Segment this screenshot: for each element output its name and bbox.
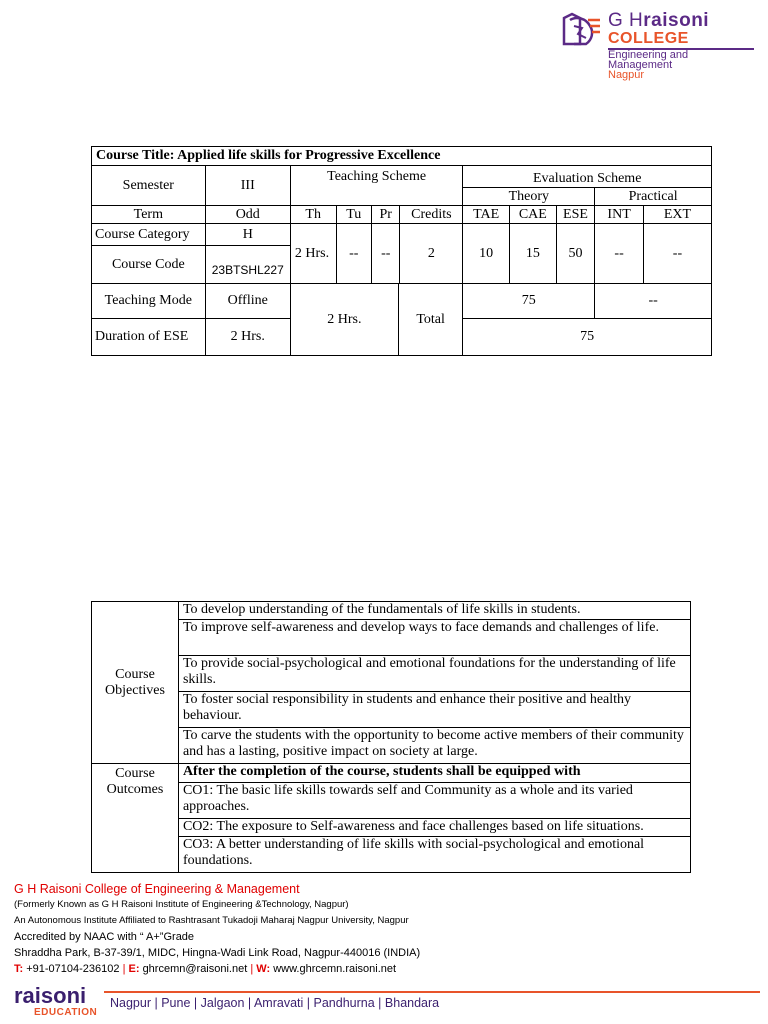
- duration-label: Duration of ESE: [92, 319, 206, 356]
- course-scheme-table: [91, 146, 712, 356]
- campus-cities: Nagpur | Pune | Jalgaon | Amravati | Pandhurna | Bhandara: [110, 996, 440, 1010]
- total-label: Total: [416, 311, 445, 327]
- hours-total: 2 Hrs.: [291, 284, 399, 355]
- tae-value: 10: [463, 224, 510, 284]
- code-label: Course Code: [92, 246, 206, 284]
- footer-affiliation: An Autonomous Institute Affiliated to Rashtrasant Tukadoji Maharaj Nagpur University, Nagpur: [14, 915, 409, 926]
- duration-value: 2 Hrs.: [205, 319, 290, 356]
- practical-total: --: [595, 284, 712, 319]
- objective-item: To provide social-psychological and emotional foundations for the understanding of life skills.: [178, 656, 690, 692]
- th-value: 2 Hrs.: [290, 224, 336, 284]
- logo-subtitle: Engineering and Management Nagpur: [608, 49, 689, 81]
- outcome-item: CO2: The exposure to Self-awareness and face challenges based on life situations.: [178, 819, 690, 837]
- mode-label: Teaching Mode: [92, 284, 206, 319]
- code-value: 23BTSHL227: [205, 246, 290, 284]
- category-value: H: [205, 224, 290, 246]
- th-header: Th: [290, 206, 336, 224]
- ese-header: ESE: [556, 206, 595, 224]
- cae-header: CAE: [510, 206, 557, 224]
- objective-item: To carve the students with the opportunity to become active members of their community and has a lasting, positive impact on society at large.: [178, 728, 690, 764]
- semester-value: III: [205, 166, 290, 206]
- cae-value: 15: [510, 224, 557, 284]
- grand-total: 75: [463, 319, 712, 356]
- footer-phone: +91-07104-236102: [26, 963, 120, 975]
- footer-orange-line: [104, 991, 760, 993]
- footer-contacts: T: +91-07104-236102 | E: ghrcemn@raisoni.net | W: www.ghrcemn.raisoni.net: [14, 963, 397, 975]
- objectives-outcomes-table: [91, 601, 691, 873]
- term-label: Term: [92, 206, 206, 224]
- evaluation-scheme-header: Evaluation Scheme: [463, 166, 712, 188]
- outcome-item: CO1: The basic life skills towards self and Community as a whole and its varied approaches.: [178, 783, 690, 819]
- college-logo: [560, 10, 760, 82]
- credits-value: 2: [400, 224, 463, 284]
- int-value: --: [595, 224, 644, 284]
- footer-college-name: G H Raisoni College of Engineering & Management: [14, 882, 300, 896]
- raisoni-education-logo: raisoni EDUCATION: [14, 983, 98, 1018]
- outcomes-intro: After the completion of the course, students shall be equipped with: [178, 764, 690, 783]
- tu-value: --: [336, 224, 372, 284]
- objective-item: To develop understanding of the fundamentals of life skills in students.: [178, 602, 690, 620]
- footer-street-address: Shraddha Park, B-37-39/1, MIDC, Hingna-Wadi Link Road, Nagpur-440016 (INDIA): [14, 947, 421, 959]
- tae-header: TAE: [463, 206, 510, 224]
- ext-value: --: [643, 224, 711, 284]
- teaching-scheme-header: Teaching Scheme: [290, 166, 462, 206]
- int-header: INT: [595, 206, 644, 224]
- mode-value: Offline: [205, 284, 290, 319]
- pr-value: --: [372, 224, 400, 284]
- outcome-item: CO3: A better understanding of life skills with social-psychological and emotional foundations.: [178, 837, 690, 873]
- ese-value: 50: [556, 224, 595, 284]
- practical-header: Practical: [595, 188, 712, 206]
- term-value: Odd: [205, 206, 290, 224]
- lion-emblem-icon: [560, 10, 604, 50]
- footer-email[interactable]: ghrcemn@raisoni.net: [142, 963, 248, 975]
- semester-label: Semester: [92, 166, 206, 206]
- credits-header: Credits: [400, 206, 463, 224]
- objective-item: To foster social responsibility in students and enhance their positive and healthy behaviour.: [178, 692, 690, 728]
- theory-total: 75: [463, 284, 595, 319]
- course-title: Course Title: Applied life skills for Progressive Excellence: [92, 147, 712, 166]
- footer-accreditation: Accredited by NAAC with “ A+”Grade: [14, 931, 195, 943]
- footer-website[interactable]: www.ghrcemn.raisoni.net: [273, 963, 397, 975]
- objective-item: To improve self-awareness and develop ways to face demands and challenges of life.: [178, 620, 690, 656]
- footer-address: [14, 881, 420, 977]
- logo-college-text: COLLEGE: [608, 30, 689, 47]
- footer-formerly: (Formerly Known as G H Raisoni Institute of Engineering &Technology, Nagpur): [14, 899, 349, 910]
- objectives-label: Course Objectives: [92, 602, 179, 764]
- tu-header: Tu: [336, 206, 372, 224]
- theory-header: Theory: [463, 188, 595, 206]
- category-label: Course Category: [92, 224, 206, 246]
- logo-gh-text: G Hraisoni: [608, 10, 710, 31]
- pr-header: Pr: [372, 206, 400, 224]
- ext-header: EXT: [643, 206, 711, 224]
- outcomes-label: Course Outcomes: [92, 764, 179, 873]
